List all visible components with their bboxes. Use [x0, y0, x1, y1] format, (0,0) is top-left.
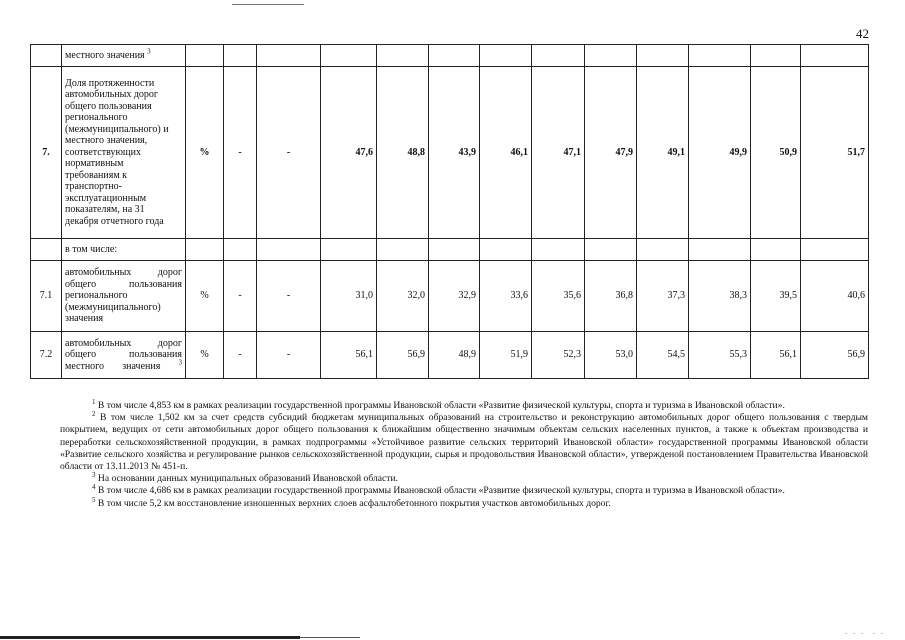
year-value-6 [585, 239, 637, 261]
year-value-3: 32,9 [429, 261, 480, 332]
year-value-10: 51,7 [801, 67, 869, 239]
indicator-name [62, 261, 186, 332]
indicator-name-line: нормативным [65, 158, 124, 170]
year-value-6 [585, 45, 637, 67]
base-value-2 [257, 45, 321, 67]
footnote-text: В том числе 4,853 км в рамках реализации государственной программы Ивановской области «Развитие физической культуры, спорта и туризма в Ивановской области». [97, 400, 785, 411]
page-number: 42 [856, 26, 869, 41]
indicator-name-line: местного значения [65, 360, 161, 372]
footnote-mark: 1 [92, 397, 96, 406]
year-value-1 [321, 239, 377, 261]
base-value-1 [224, 45, 257, 67]
top-rule [232, 4, 304, 5]
year-value-3: 48,9 [429, 332, 480, 379]
indicator-name-line: регионального [65, 112, 128, 124]
footnote-text: В том числе 1,502 км за счет средств субсидий бюджетам муниципальных образований на строительство и реконструкцию автомобильных дорог общего пользования с твердым покрытием, ведущих от сети автомобильных дорог общего пользования к ближайшим общественно значимым объектам сельских населенных пунктов, а также к объектам производства и переработки сельскохозяйственной продукции, в рамках подпрограммы «Устойчивое развитие сельских территорий Ивановской области» государственной программы Ивановской области «Развитие сельского хозяйства и регулирование рынков сельскохозяйственной продукции, сырья и продовольствия Ивановской области», утвержденой постановлением Правительства Ивановской области от 13.11.2013 № 451-п. [60, 412, 868, 473]
year-value-9 [751, 45, 801, 67]
footnote-ref: 3 [147, 47, 151, 56]
year-value-4: 51,9 [480, 332, 532, 379]
year-value-2 [377, 45, 429, 67]
year-value-7 [637, 239, 689, 261]
footnote-5 [60, 495, 868, 510]
year-value-10 [801, 45, 869, 67]
base-value-1: - [224, 67, 257, 239]
year-value-5 [532, 239, 585, 261]
indicator-name-line: местного значения, [65, 135, 148, 147]
footnote-ref: 3 [178, 358, 183, 367]
base-value-2: - [257, 332, 321, 379]
year-value-8: 38,3 [689, 261, 751, 332]
indicator-name-line: эксплуатационным [65, 192, 147, 204]
indicator-name-line: общего пользования [65, 100, 152, 112]
indicator-name [62, 67, 186, 239]
footnote-mark: 3 [92, 471, 96, 480]
year-value-1: 31,0 [321, 261, 377, 332]
indicator-name-line: в том числе: [65, 243, 118, 255]
year-value-8 [689, 45, 751, 67]
year-value-4 [480, 45, 532, 67]
base-value-1: - [224, 261, 257, 332]
bottom-rule-thin [300, 637, 360, 638]
year-value-7: 49,1 [637, 67, 689, 239]
year-value-1 [321, 45, 377, 67]
year-value-1: 56,1 [321, 332, 377, 379]
year-value-4: 46,1 [480, 67, 532, 239]
footnotes [60, 397, 868, 510]
table-row [31, 67, 869, 239]
footnote-1 [60, 397, 868, 412]
indicator-name-line: значения [65, 313, 104, 325]
year-value-2: 48,8 [377, 67, 429, 239]
year-value-5 [532, 45, 585, 67]
year-value-7: 37,3 [637, 261, 689, 332]
base-value-2: - [257, 261, 321, 332]
year-value-3 [429, 239, 480, 261]
indicator-name-line: общего пользования [65, 278, 182, 290]
base-value-2: - [257, 67, 321, 239]
indicator-name-line: регионального [65, 290, 128, 302]
year-value-8: 49,9 [689, 67, 751, 239]
row-number [31, 45, 62, 67]
indicator-name-line: общего пользования [65, 349, 182, 361]
footnote-text: На основании данных муниципальных образований Ивановской области. [97, 473, 398, 485]
year-value-3: 43,9 [429, 67, 480, 239]
year-value-7: 54,5 [637, 332, 689, 379]
year-value-9 [751, 239, 801, 261]
year-value-6: 36,8 [585, 261, 637, 332]
year-value-4 [480, 239, 532, 261]
year-value-10: 56,9 [801, 332, 869, 379]
indicator-name-line: декабря отчетного года [65, 215, 164, 227]
table-row [31, 45, 869, 67]
indicator-name-line: автомобильных дорог [65, 89, 159, 101]
indicator-name-line: (межмуниципального) и [65, 123, 169, 135]
footnote-text: В том числе 5,2 км восстановление изношенных верхних слоев асфальтобетонного покрытия участков автомобильных дорог. [97, 497, 611, 509]
footnote-mark: 4 [92, 483, 96, 492]
indicator-name-line: транспортно- [65, 181, 122, 193]
footnote-mark: 2 [92, 410, 96, 419]
indicators-table [30, 44, 869, 379]
indicator-name [62, 45, 186, 67]
footnote-3 [60, 473, 868, 485]
indicator-name-line: автомобильных дорог [65, 267, 182, 279]
year-value-2 [377, 239, 429, 261]
row-number: 7.2 [31, 332, 62, 379]
year-value-7 [637, 45, 689, 67]
unit-cell [186, 239, 224, 261]
indicator-name-line: соответствующих [65, 146, 141, 158]
year-value-6: 47,9 [585, 67, 637, 239]
year-value-1: 47,6 [321, 67, 377, 239]
unit-cell: % [186, 67, 224, 239]
row-number: 7. [31, 67, 62, 239]
unit-cell: % [186, 332, 224, 379]
scan-marks: . . . . . [845, 627, 885, 636]
table-row [31, 332, 869, 379]
table-row [31, 239, 869, 261]
year-value-2: 32,0 [377, 261, 429, 332]
footnote-mark: 5 [92, 495, 96, 504]
base-value-1: - [224, 332, 257, 379]
year-value-8 [689, 239, 751, 261]
year-value-5: 35,6 [532, 261, 585, 332]
year-value-2: 56,9 [377, 332, 429, 379]
base-value-1 [224, 239, 257, 261]
year-value-10 [801, 239, 869, 261]
indicator-name-line: показателям, на 31 [65, 204, 145, 216]
bottom-rule [0, 636, 300, 639]
base-value-2 [257, 239, 321, 261]
year-value-9: 50,9 [751, 67, 801, 239]
footnote-2 [60, 412, 868, 473]
year-value-9: 39,5 [751, 261, 801, 332]
year-value-4: 33,6 [480, 261, 532, 332]
year-value-3 [429, 45, 480, 67]
footnote-4 [60, 485, 868, 497]
indicator-name-line: автомобильных дорог [65, 337, 182, 349]
year-value-5: 47,1 [532, 67, 585, 239]
row-number: 7.1 [31, 261, 62, 332]
row-number [31, 239, 62, 261]
indicator-name [62, 239, 186, 261]
indicator-name [62, 332, 186, 379]
indicator-name-line: местного значения [65, 49, 145, 61]
year-value-8: 55,3 [689, 332, 751, 379]
year-value-10: 40,6 [801, 261, 869, 332]
indicator-name-line: требованиям к [65, 169, 128, 181]
year-value-5: 52,3 [532, 332, 585, 379]
year-value-6: 53,0 [585, 332, 637, 379]
unit-cell: % [186, 261, 224, 332]
table-row [31, 261, 869, 332]
year-value-9: 56,1 [751, 332, 801, 379]
indicator-name-line: (межмуниципального) [65, 301, 161, 313]
indicator-name-line: Доля протяженности [65, 77, 155, 89]
unit-cell [186, 45, 224, 67]
footnote-text: В том числе 4,686 км в рамках реализации государственной программы Ивановской области «Развитие физической культуры, спорта и туризма в Ивановской области». [97, 485, 785, 497]
